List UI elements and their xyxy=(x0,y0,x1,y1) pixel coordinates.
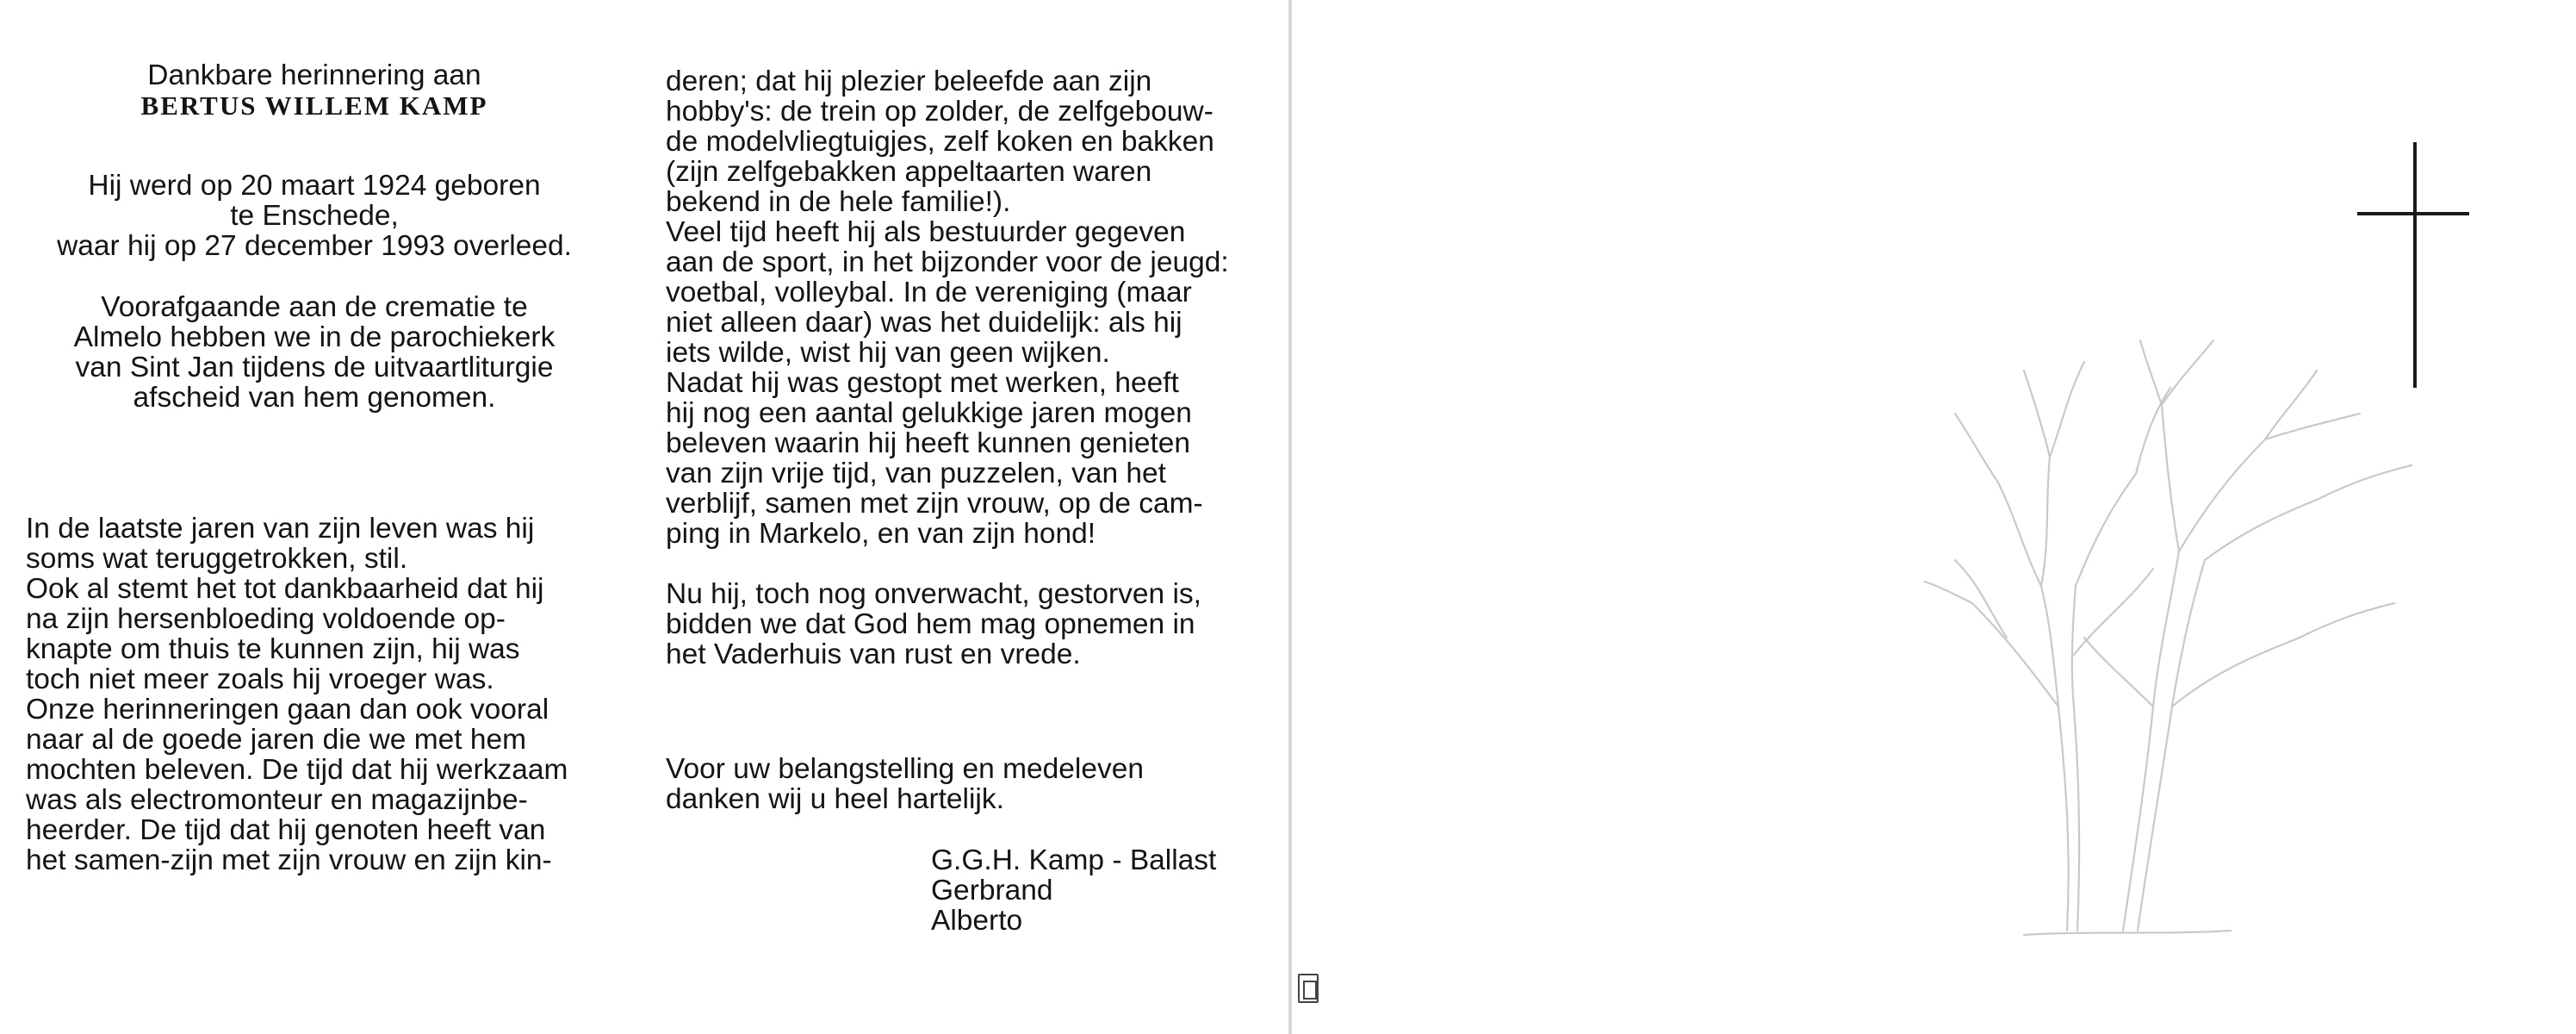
bare-trees-sketch xyxy=(1921,327,2429,948)
bio-line: Onze herinneringen gaan dan ook vooral xyxy=(26,694,549,726)
printer-mark-icon xyxy=(1298,974,1319,1003)
bio-line: mochten beleven. De tijd dat hij werkzaam xyxy=(26,754,568,786)
ceremony-block xyxy=(26,292,603,413)
deceased-name: BERTUS WILLEM KAMP xyxy=(140,90,488,121)
bio-line: Nadat hij was gestopt met werken, heeft xyxy=(666,367,1179,399)
printer-mark xyxy=(1298,974,1393,1005)
intro-line: Dankbare herinnering aan xyxy=(147,59,481,91)
bio-line: na zijn hersenbloeding voldoende op- xyxy=(26,603,506,635)
bio-line: beleven waarin hij heeft kunnen genieten xyxy=(666,427,1191,459)
biography-block-middle xyxy=(666,66,1239,549)
bio-line: bekend in de hele familie!). xyxy=(666,186,1011,218)
ceremony-line: van Sint Jan tijdens de uitvaartliturgie xyxy=(75,352,554,383)
thanks-line: danken wij u heel hartelijk. xyxy=(666,783,1004,815)
ceremony-line: Almelo hebben we in de parochiekerk xyxy=(73,321,556,353)
signature-line: G.G.H. Kamp - Ballast xyxy=(931,844,1217,876)
bio-line: aan de sport, in het bijzonder voor de jeugd: xyxy=(666,246,1229,278)
bio-line: knapte om thuis te kunnen zijn, hij was xyxy=(26,633,520,665)
bio-line: iets wilde, wist hij van geen wijken. xyxy=(666,337,1110,369)
birth-death-block xyxy=(26,171,603,261)
bio-line: soms wat teruggetrokken, stil. xyxy=(26,543,408,575)
family-signature xyxy=(666,845,1239,936)
bio-line: hij nog een aantal gelukkige jaren mogen xyxy=(666,397,1192,429)
bio-line: Ook al stemt het tot dankbaarheid dat hij xyxy=(26,573,544,605)
bio-line: naar al de goede jaren die we met hem xyxy=(26,724,527,756)
bio-line: van zijn vrije tijd, van puzzelen, van het xyxy=(666,458,1166,489)
closing-line: het Vaderhuis van rust en vrede. xyxy=(666,638,1081,670)
biography-block-left xyxy=(26,514,603,875)
closing-prayer-block xyxy=(666,579,1239,670)
ceremony-line: Voorafgaande aan de crematie te xyxy=(101,291,528,323)
thanks-line: Voor uw belangstelling en medeleven xyxy=(666,753,1144,785)
bio-line: In de laatste jaren van zijn leven was hij xyxy=(26,513,535,545)
bio-line: Veel tijd heeft hij als bestuurder gegeven xyxy=(666,216,1186,248)
bio-line: de modelvliegtuigjes, zelf koken en bakken xyxy=(666,126,1214,158)
closing-line: Nu hij, toch nog onverwacht, gestorven is, xyxy=(666,578,1201,610)
thanks-block xyxy=(666,754,1239,814)
bio-line: niet alleen daar) was het duidelijk: als hij xyxy=(666,307,1182,339)
closing-line: bidden we dat God hem mag opnemen in xyxy=(666,608,1195,640)
birth-line: Hij werd op 20 maart 1924 geboren xyxy=(88,170,541,202)
bio-line: toch niet meer zoals hij vroeger was. xyxy=(26,663,494,695)
signature-line: Gerbrand xyxy=(931,875,1053,906)
bio-line: ping in Markelo, en van zijn hond! xyxy=(666,518,1096,550)
bio-line: verblijf, samen met zijn vrouw, op de cam- xyxy=(666,488,1203,520)
ceremony-line: afscheid van hem genomen. xyxy=(133,382,496,414)
bio-line: heerder. De tijd dat hij genoten heeft van xyxy=(26,814,546,846)
bio-line: het samen-zijn met zijn vrouw en zijn kin- xyxy=(26,844,552,876)
middle-text-column xyxy=(666,66,1239,936)
bio-line: was als electromonteur en magazijnbe- xyxy=(26,784,528,816)
birth-line: te Enschede, xyxy=(230,200,399,232)
signature-line: Alberto xyxy=(931,905,1023,937)
bio-line: (zijn zelfgebakken appeltaarten waren xyxy=(666,156,1152,188)
birth-line: waar hij op 27 december 1993 overleed. xyxy=(57,230,572,262)
bio-line: voetbal, volleybal. In de vereniging (maar xyxy=(666,277,1192,308)
bio-line: hobby's: de trein op zolder, de zelfgebouw- xyxy=(666,96,1214,128)
left-text-column xyxy=(26,60,603,875)
bio-line: deren; dat hij plezier beleefde aan zijn xyxy=(666,65,1152,97)
